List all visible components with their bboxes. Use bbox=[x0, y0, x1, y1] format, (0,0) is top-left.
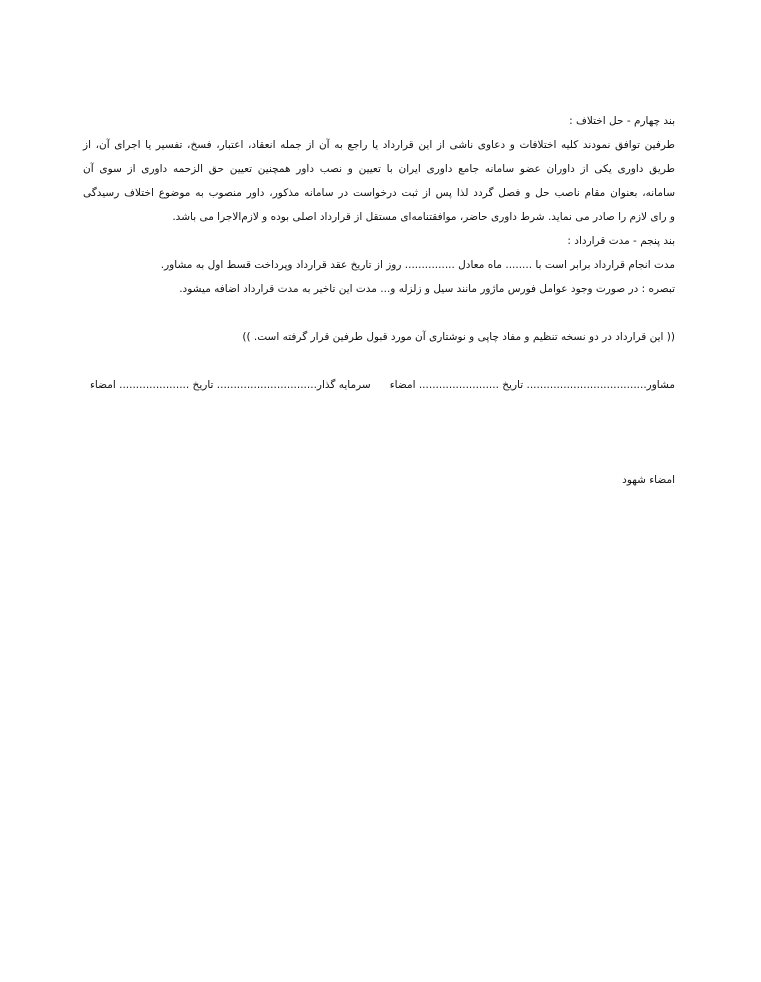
investor-signature-line: سرمایه گذار.............................. تاریخ ..................... امضاء bbox=[90, 379, 371, 391]
contract-duration-text: مدت انجام قرارداد برابر است با ........ ماه معادل ............... روز از تاریخ عقد قرارداد وپرداخت قسط اول به مشاور. bbox=[160, 259, 675, 271]
clause-4-line: طریق داوری یکی از داوران عضو سامانه جامع داوری ایران با تعیین و نصب داور همچنین تعیین حق الزحمه داوری از سوی آن bbox=[83, 163, 675, 175]
force-majeure-note bbox=[83, 277, 675, 301]
clause-4-heading bbox=[83, 109, 675, 133]
force-majeure-note-text: تبصره : در صورت وجود عوامل فورس ماژور مانند سیل و زلزله و... مدت این تاخیر به مدت قرارداد اضافه میشود. bbox=[179, 283, 675, 295]
clause-5-heading bbox=[83, 229, 675, 253]
clause-4-line: طرفین توافق نمودند کلیه اختلافات و دعاوی ناشی از این قرارداد یا راجع به آن از جمله انعقاد، اعتبار، فسخ، تفسیر یا اجرای آن، از bbox=[83, 139, 675, 151]
clause-4-line: و رای لازم را صادر می نماید. شرط داوری حاضر، موافقتنامه‌ای مستقل از قرارداد اصلی بوده و لازم‌الاجرا می باشد. bbox=[172, 211, 675, 223]
advisor-signature-line: مشاور.................................... تاریخ ........................ امضاء bbox=[389, 379, 675, 391]
clause-4-heading-text: بند چهارم - حل اختلاف : bbox=[569, 115, 675, 127]
witness-signature-label: امضاء شهود bbox=[622, 474, 675, 486]
copies-statement bbox=[83, 325, 675, 349]
copies-statement-text: (( این قرارداد در دو نسخه تنظیم و مفاد چاپی و نوشتاری آن مورد قبول طرفین قرار گرفته است. )) bbox=[242, 331, 675, 343]
clause-4-line: سامانه، بعنوان مقام ناصب حل و فصل گردد لذا پس از ثبت درخواست در سامانه مذکور، داور منصوب به موضوع اختلاف رسیدگی bbox=[83, 187, 675, 199]
clause-5-heading-text: بند پنجم - مدت قرارداد : bbox=[567, 235, 675, 247]
signature-row bbox=[90, 373, 675, 397]
clause-4-paragraph bbox=[83, 133, 675, 229]
contract-duration bbox=[83, 253, 675, 277]
